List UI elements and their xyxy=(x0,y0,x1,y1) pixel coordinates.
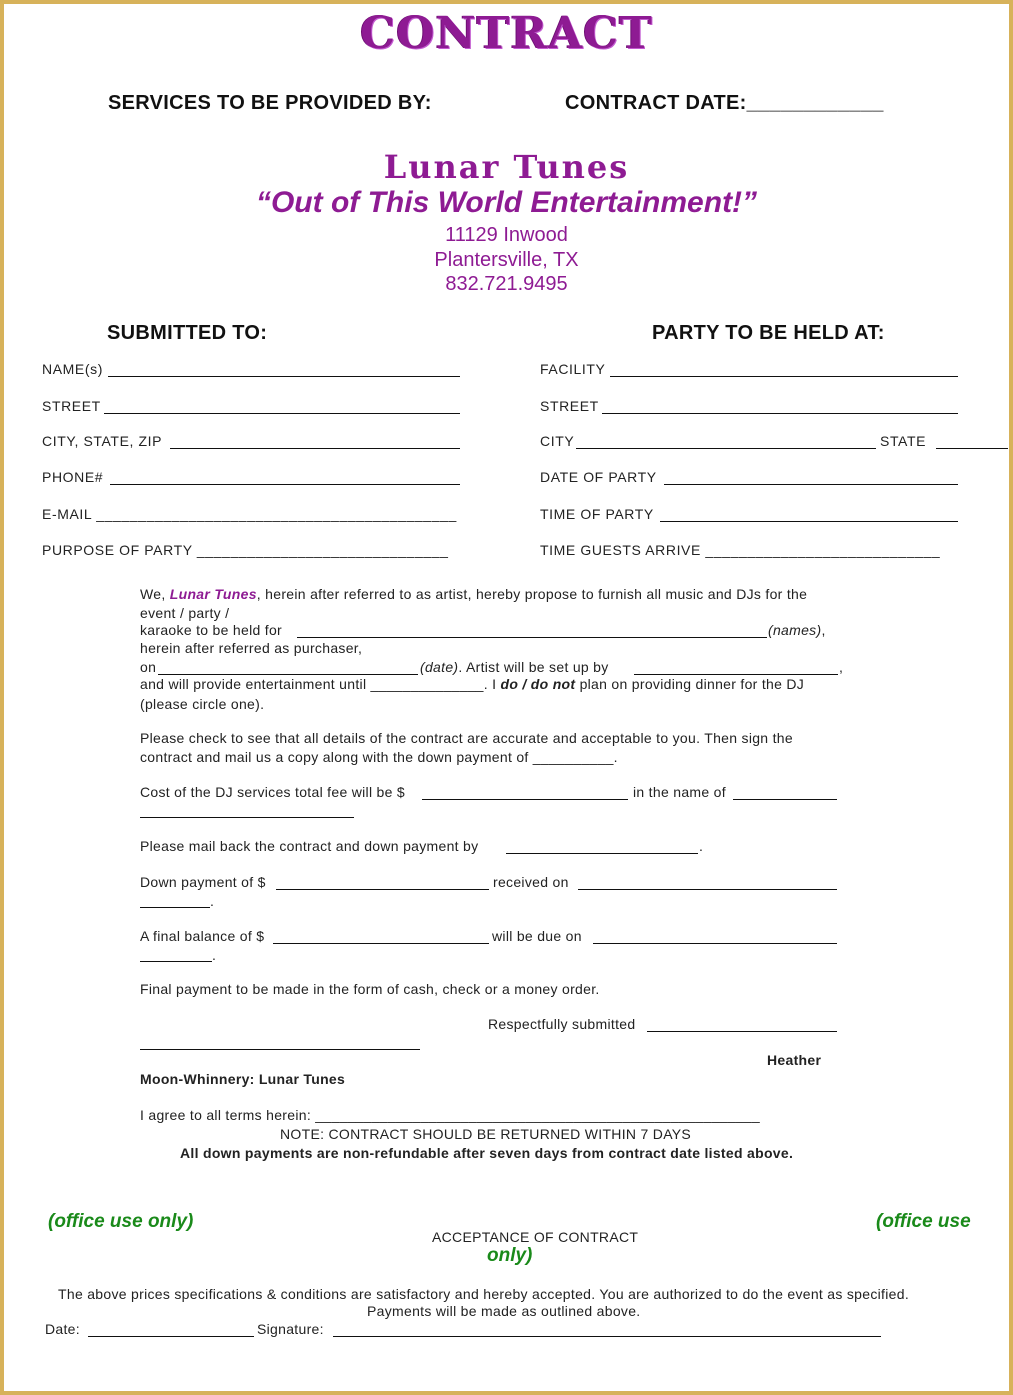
state-field[interactable] xyxy=(936,448,1008,449)
intro-line-7: (please circle one). xyxy=(140,696,265,712)
date-of-party-field[interactable] xyxy=(664,484,958,485)
intro-line-3 xyxy=(140,622,282,638)
mail-back-period: . xyxy=(699,838,704,854)
nonrefundable-text: All down payments are non-refundable after seven days from contract date listed above. xyxy=(180,1145,794,1161)
city-field[interactable] xyxy=(576,448,876,449)
services-label: SERVICES TO BE PROVIDED BY: xyxy=(108,92,432,114)
purpose-field[interactable]: PURPOSE OF PARTY ______________________________ xyxy=(42,542,449,558)
office-use-only: only) xyxy=(487,1245,533,1266)
intro-line-2: event / party / xyxy=(140,605,230,621)
karaoke-text: karaoke to be held for xyxy=(140,622,283,638)
intro-text-rest: , herein after referred to as artist, hereby propose to furnish all music and DJs for the xyxy=(256,586,808,602)
payment-form-text: Final payment to be made in the form of cash, check or a money order. xyxy=(140,981,600,997)
office-use-left: (office use only) xyxy=(48,1211,194,1232)
cost-label: Cost of the DJ services total fee will be $ xyxy=(140,784,406,800)
city-state-zip-field[interactable] xyxy=(170,448,460,449)
brand-name: Lunar Tunes xyxy=(383,148,630,186)
date-field[interactable] xyxy=(158,674,418,675)
on-label: on xyxy=(140,659,157,675)
received-on-field[interactable] xyxy=(578,889,837,890)
time-of-party-field[interactable] xyxy=(660,521,958,522)
agree-field[interactable]: I agree to all terms herein: _______________________________________________________ xyxy=(140,1107,760,1123)
address-line-2: Plantersville, TX xyxy=(434,249,579,271)
signer-company xyxy=(140,1071,345,1087)
party-street-field[interactable] xyxy=(602,413,958,414)
down-payment-field[interactable] xyxy=(276,889,489,890)
signer-last-name: Moon-Whinnery xyxy=(140,1071,250,1087)
signer-first-name: Heather xyxy=(767,1052,822,1068)
contract-date-label: CONTRACT DATE:____________ xyxy=(565,92,884,114)
phone-field[interactable] xyxy=(110,484,460,485)
intro-line-1 xyxy=(140,586,807,602)
setup-comma: , xyxy=(839,659,844,675)
office-use-right: (office use xyxy=(876,1211,971,1232)
guests-arrive-field[interactable]: TIME GUESTS ARRIVE ____________________________ xyxy=(540,542,941,558)
name-label: NAME(s) xyxy=(42,361,103,377)
intro-line-6 xyxy=(140,676,804,692)
check-line-2: contract and mail us a copy along with the down payment of __________. xyxy=(140,749,618,765)
email-field[interactable]: E-MAIL ___________________________________________ xyxy=(42,506,457,522)
party-street-label: STREET xyxy=(540,398,599,414)
received-on-field-2[interactable] xyxy=(140,907,210,908)
phone-label: PHONE# xyxy=(42,469,104,485)
brand-slogan: “Out of This World Entertainment!” xyxy=(255,186,758,219)
respectfully-field[interactable] xyxy=(647,1031,837,1032)
brand-phone: 832.721.9495 xyxy=(445,273,568,295)
names-hint-text: (names) xyxy=(768,622,822,638)
state-label: STATE xyxy=(880,433,927,449)
city-label: CITY xyxy=(540,433,575,449)
in-name-label: in the name of xyxy=(633,784,726,800)
intro-text: We, xyxy=(140,586,170,602)
respectfully-label: Respectfully submitted xyxy=(488,1016,636,1032)
city-state-zip-label: CITY, STATE, ZIP xyxy=(42,433,163,449)
setup-line xyxy=(420,659,609,675)
facility-label: FACILITY xyxy=(540,361,606,377)
street-label: STREET xyxy=(42,398,101,414)
time-of-party-label: TIME OF PARTY xyxy=(540,506,654,522)
dinner-text: plan on providing dinner for the DJ xyxy=(575,676,805,692)
mail-back-field[interactable] xyxy=(506,853,698,854)
received-on-label: received on xyxy=(493,874,569,890)
due-period: . xyxy=(212,947,217,963)
check-line-1: Please check to see that all details of the contract are accurate and acceptable to you. Then sign the xyxy=(140,730,793,746)
final-balance-label: A final balance of $ xyxy=(140,928,265,944)
due-on-label: will be due on xyxy=(492,928,582,944)
down-payment-label: Down payment of $ xyxy=(140,874,266,890)
note-text: NOTE: CONTRACT SHOULD BE RETURNED WITHIN 7 DAYS xyxy=(280,1126,692,1142)
footer-date-field[interactable] xyxy=(88,1336,254,1337)
in-name-field-2[interactable] xyxy=(140,817,354,818)
acceptance-text-2: Payments will be made as outlined above. xyxy=(367,1303,641,1319)
names-comma: , xyxy=(821,622,826,638)
name-field[interactable] xyxy=(108,376,460,377)
due-on-field[interactable] xyxy=(593,943,837,944)
signature-line[interactable] xyxy=(140,1049,420,1050)
cost-field[interactable] xyxy=(422,799,628,800)
received-period: . xyxy=(210,893,215,909)
date-of-party-label: DATE OF PARTY xyxy=(540,469,657,485)
setup-field[interactable] xyxy=(634,674,838,675)
signer-brand: : Lunar Tunes xyxy=(249,1071,346,1087)
final-balance-field[interactable] xyxy=(273,943,489,944)
due-on-field-2[interactable] xyxy=(140,961,212,962)
party-heading: PARTY TO BE HELD AT: xyxy=(652,322,885,344)
facility-field[interactable] xyxy=(610,376,958,377)
footer-date-label: Date: xyxy=(45,1321,80,1337)
acceptance-text-1: The above prices specifications & conditions are satisfactory and hereby accepted. You are authorized to do the event as specified. xyxy=(58,1286,910,1302)
contract-title: CONTRACT xyxy=(360,8,653,59)
in-name-field[interactable] xyxy=(733,799,837,800)
address-line-1: 11129 Inwood xyxy=(445,224,568,246)
intro-line-4: herein after referred as purchaser, xyxy=(140,640,363,656)
footer-signature-field[interactable] xyxy=(333,1336,881,1337)
setup-text: . Artist will be set up by xyxy=(458,659,609,675)
intro-brand: Lunar Tunes xyxy=(169,586,257,602)
names-field[interactable] xyxy=(297,637,767,638)
entertainment-text: and will provide entertainment until ______________. I xyxy=(140,676,501,692)
acceptance-heading: ACCEPTANCE OF CONTRACT xyxy=(432,1229,639,1245)
footer-signature-label: Signature: xyxy=(257,1321,324,1337)
date-hint: (date) xyxy=(420,659,459,675)
mail-back-label: Please mail back the contract and down payment by xyxy=(140,838,479,854)
submitted-to-heading: SUBMITTED TO: xyxy=(107,322,268,344)
names-hint xyxy=(768,622,826,638)
do-not-choice[interactable]: do / do not xyxy=(500,676,576,692)
street-field[interactable] xyxy=(104,413,460,414)
